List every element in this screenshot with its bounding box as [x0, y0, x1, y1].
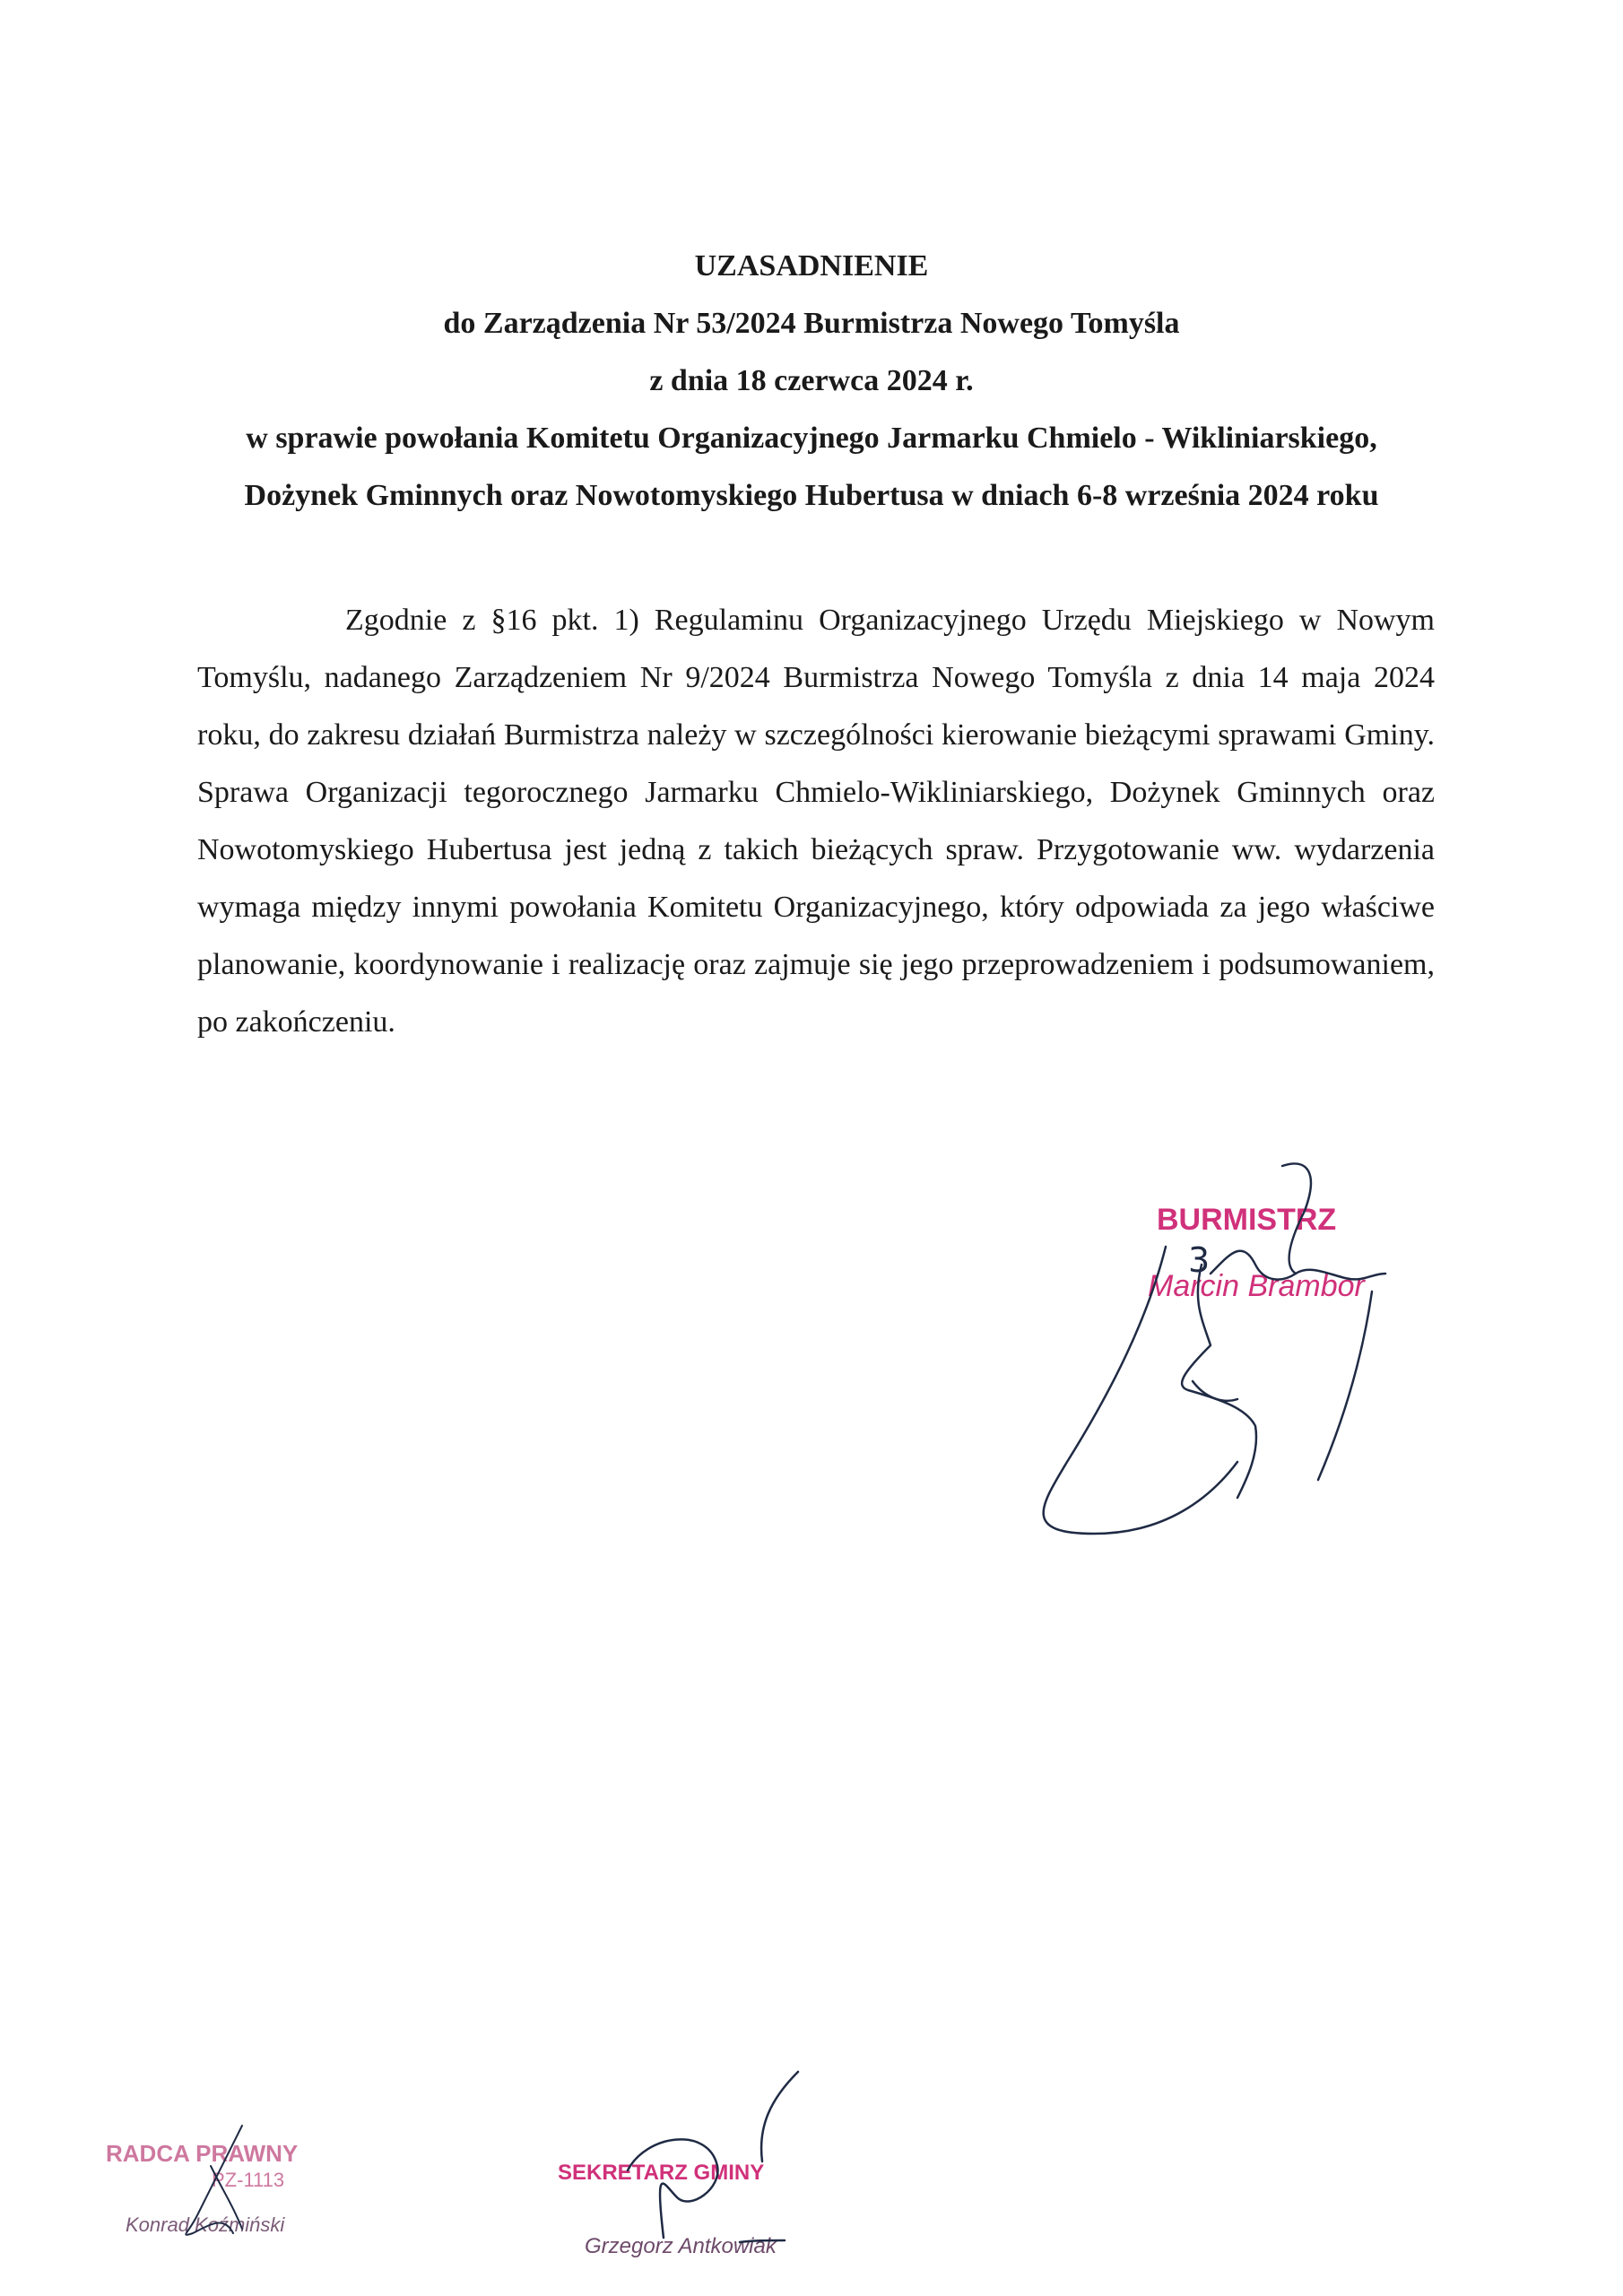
svg-text:3: 3 — [1188, 1240, 1211, 1280]
document-header — [0, 238, 1623, 525]
sekretarz-gminy-signature — [574, 2063, 807, 2242]
justification-body — [197, 592, 1435, 1051]
subject-line-1: w sprawie powołania Komitetu Organizacyjnego Jarmarku Chmielo - Wikliniarskiego, — [246, 422, 1377, 455]
justification-paragraph: Zgodnie z §16 pkt. 1) Regulaminu Organizacyjnego Urzędu Miejskiego w Nowym Tomyślu, nadanego Zarządzeniem Nr 9/2024 Burmistrza Nowego Tomyśla z dnia 14 maja 2024 roku, do zakresu działań Burmistrza należy w szczególności kierowanie bieżącymi sprawami Gminy. Sprawa Organizacji tegorocznego Jarmarku Chmielo-Wikliniarskiego, Dożynek Gminnych oraz Nowotomyskiego Hubertusa jest jedną z takich bieżących spraw. Przygotowanie ww. wydarzenia wymaga między innymi powołania Komitetu Organizacyjnego, który odpowiada za jego właściwe planowanie, koordynowanie i realizację oraz zajmuje się jego przeprowadzeniem i podsumowaniem, po zakończeniu. — [197, 604, 1435, 1039]
regulation-reference: do Zarządzenia Nr 53/2024 Burmistrza Nowego Tomyśla — [443, 307, 1180, 340]
radca-prawny-stamp-number: PZ-1113 — [212, 2169, 285, 2191]
burmistrz-stamp-name: Marcin Brambor — [1148, 1269, 1365, 1303]
radca-prawny-signature — [126, 2117, 323, 2242]
burmistrz-signature — [986, 1139, 1435, 1543]
document-title: UZASADNIENIE — [694, 249, 929, 283]
regulation-date: z dnia 18 czerwca 2024 r. — [649, 364, 974, 397]
sekretarz-gminy-stamp-name: Grzegorz Antkowiak — [585, 2234, 777, 2258]
subject-line-2: Dożynek Gminnych oraz Nowotomyskiego Hubertusa w dniach 6-8 września 2024 roku — [244, 479, 1379, 512]
sekretarz-gminy-stamp-title: SEKRETARZ GMINY — [558, 2161, 765, 2185]
radca-prawny-stamp-name: Konrad Koźmiński — [126, 2213, 285, 2236]
burmistrz-stamp-title: BURMISTRZ — [1157, 1203, 1337, 1237]
radca-prawny-stamp-title: RADCA PRAWNY — [106, 2140, 299, 2167]
